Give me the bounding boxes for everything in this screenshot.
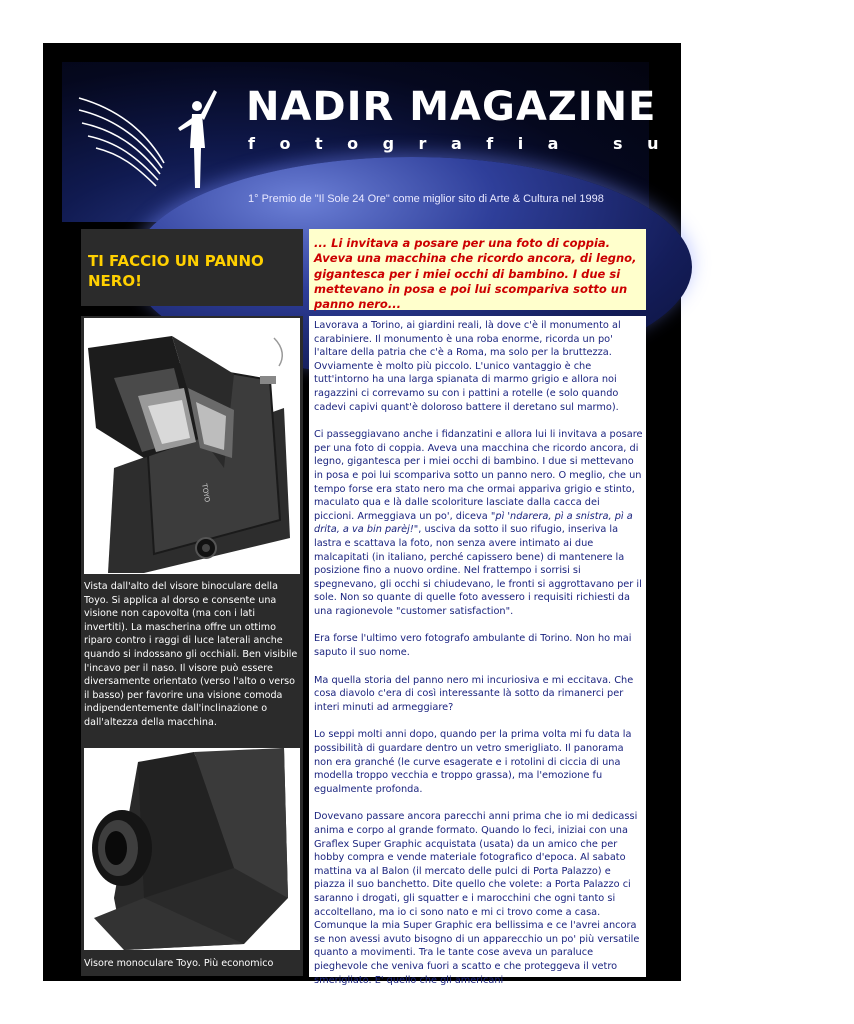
- photo2-caption: Visore monoculare Toyo. Più economico: [84, 958, 274, 969]
- article-paragraph: Era forse l'ultimo vero fotografo ambulante di Torino. Non ho mai saputo il suo nome.: [314, 633, 632, 659]
- article-paragraph: Ma quella storia del panno nero mi incuriosiva e mi eccitava. Che cosa diavolo c'era di così interessante là sotto da rimanerci per interi minuti ad armeggiare?: [314, 674, 634, 713]
- dialect-quote: pì 'ndarera, pì a snistra, pì a drita, a va bin parèj!: [314, 510, 633, 536]
- magazine-subtitle: fotografia sul web: [248, 134, 854, 153]
- photo1-brand-label: TOYO: [200, 482, 212, 503]
- article-paragraph: Dovevano passare ancora parecchi anni prima che io mi dedicassi anima e corpo al grande formato. Quando lo feci, iniziai con una Graflex Super Graphic acquistata (usata) da un amico che per hobby compra e vende materiale fotografico d'epoca. Al sabato mattina va al Balon (il mercato delle pulci di Porta Palazzo) e piazza il suo banchetto. Dite quello che volete: a Porta Palazzo ci saranno i drogati, gli squatter e i marocchini che ogni tanto si accoltellano, ma io ci sono nato e mi ci trovo come a casa. Comunque la mia Super Graphic era bellissima e ce l'avrei ancora se non avessi avuto bisogno di un apparecchio un po' più versatile quanto a movimenti. Tra le tante cose aveva un paraluce pieghevole che veniva fuori a scatto e che proteggeva il vetro smerigliato. E' quello che gli americani: [314, 811, 640, 986]
- binocular-viewer-photo: [84, 318, 300, 574]
- headline-panel: [81, 229, 303, 306]
- article-body: [309, 316, 646, 986]
- header-banner: [62, 62, 854, 222]
- page-title: TI FACCIO UN PANNO NERO!: [88, 252, 264, 290]
- magazine-title: NADIR MAGAZINE: [246, 84, 657, 130]
- logo-figure-icon: [74, 68, 244, 218]
- article-text: ", usciva da sotto il suo rifugio, inseriva la lastra e scattava la foto, non senza avere intimato ai due malcapitati (in italiano, perché capissero bene) di mantenere la posizione fino a nuovo ordine. Nel frattempo i sorrisi si spegnevano, gli occhi si chiudevano, le fronti si aggrottavano per il sole. Non so quante di quelle foto avessero i requisiti richiesti da una ragionevole "customer satisfaction".: [314, 524, 642, 617]
- article-paragraph: [314, 428, 643, 618]
- monocular-viewer-photo: [84, 748, 300, 950]
- intro-text: ... Li invitava a posare per una foto di coppia. Aveva una macchina che ricordo ancora, di legno, gigantesca per i miei occhi di bambino. I due si mettevano in posa e poi lui scompariva sotto un panno nero...: [314, 236, 637, 312]
- intro-panel: [309, 229, 646, 310]
- photo1-caption: Vista dall'alto del visore binoculare della Toyo. Si applica al dorso e consente una visione non capovolta (ma con i lati invertiti). La mascherina offre un ottimo riparo contro i raggi di luce laterali anche quando si indossano gli occhiali. Ben visibile l'incavo per il naso. Il visore può essere diversamente orientato (verso l'alto o verso il basso) per favorire una visione comoda indipendentemente dall'inclinazione o dall'altezza della macchina.: [84, 581, 298, 728]
- award-line: 1° Premio de "Il Sole 24 Ore" come miglior sito di Arte & Cultura nel 1998: [248, 193, 604, 205]
- article-paragraph: Lo seppi molti anni dopo, quando per la prima volta mi fu data la possibilità di guardare dentro un vetro smerigliato. Il panorama non era granché (le curve esagerate e i rotolini di ciccia di una modella troppo vecchia e troppo grassa), ma l'emozione fu egualmente profonda.: [314, 729, 632, 795]
- article-text: Ci passeggiavano anche i fidanzatini e allora lui li invitava a posare per una foto di coppia. Aveva una macchina che ricordo ancora, di legno, gigantesca per i miei occhi di bambino. I due si mettevano in posa e poi lui scompariva sotto un panno nero. O meglio, che un tempo forse era stato nero ma che ormai appariva grigio e stinto, maculato qua e là dalle scoloriture lasciate dalla cacca dei piccioni. Armeggiava un po', diceva ": [314, 429, 643, 522]
- article-paragraph: Lavorava a Torino, ai giardini reali, là dove c'è il monumento al carabiniere. Il monumento è una roba enorme, ricorda un po' l'altare della patria che c'è a Roma, ma solo per la bruttezza. Ovviamente è molto più piccolo. L'unico vantaggio è che tutt'intorno ha una larga spianata di marmo grigio e allora noi ragazzini ci correvamo su con i pattini a rotelle (e solo quando cadevi capivi quant'è doloroso battere il deretano sul marmo).: [314, 320, 621, 413]
